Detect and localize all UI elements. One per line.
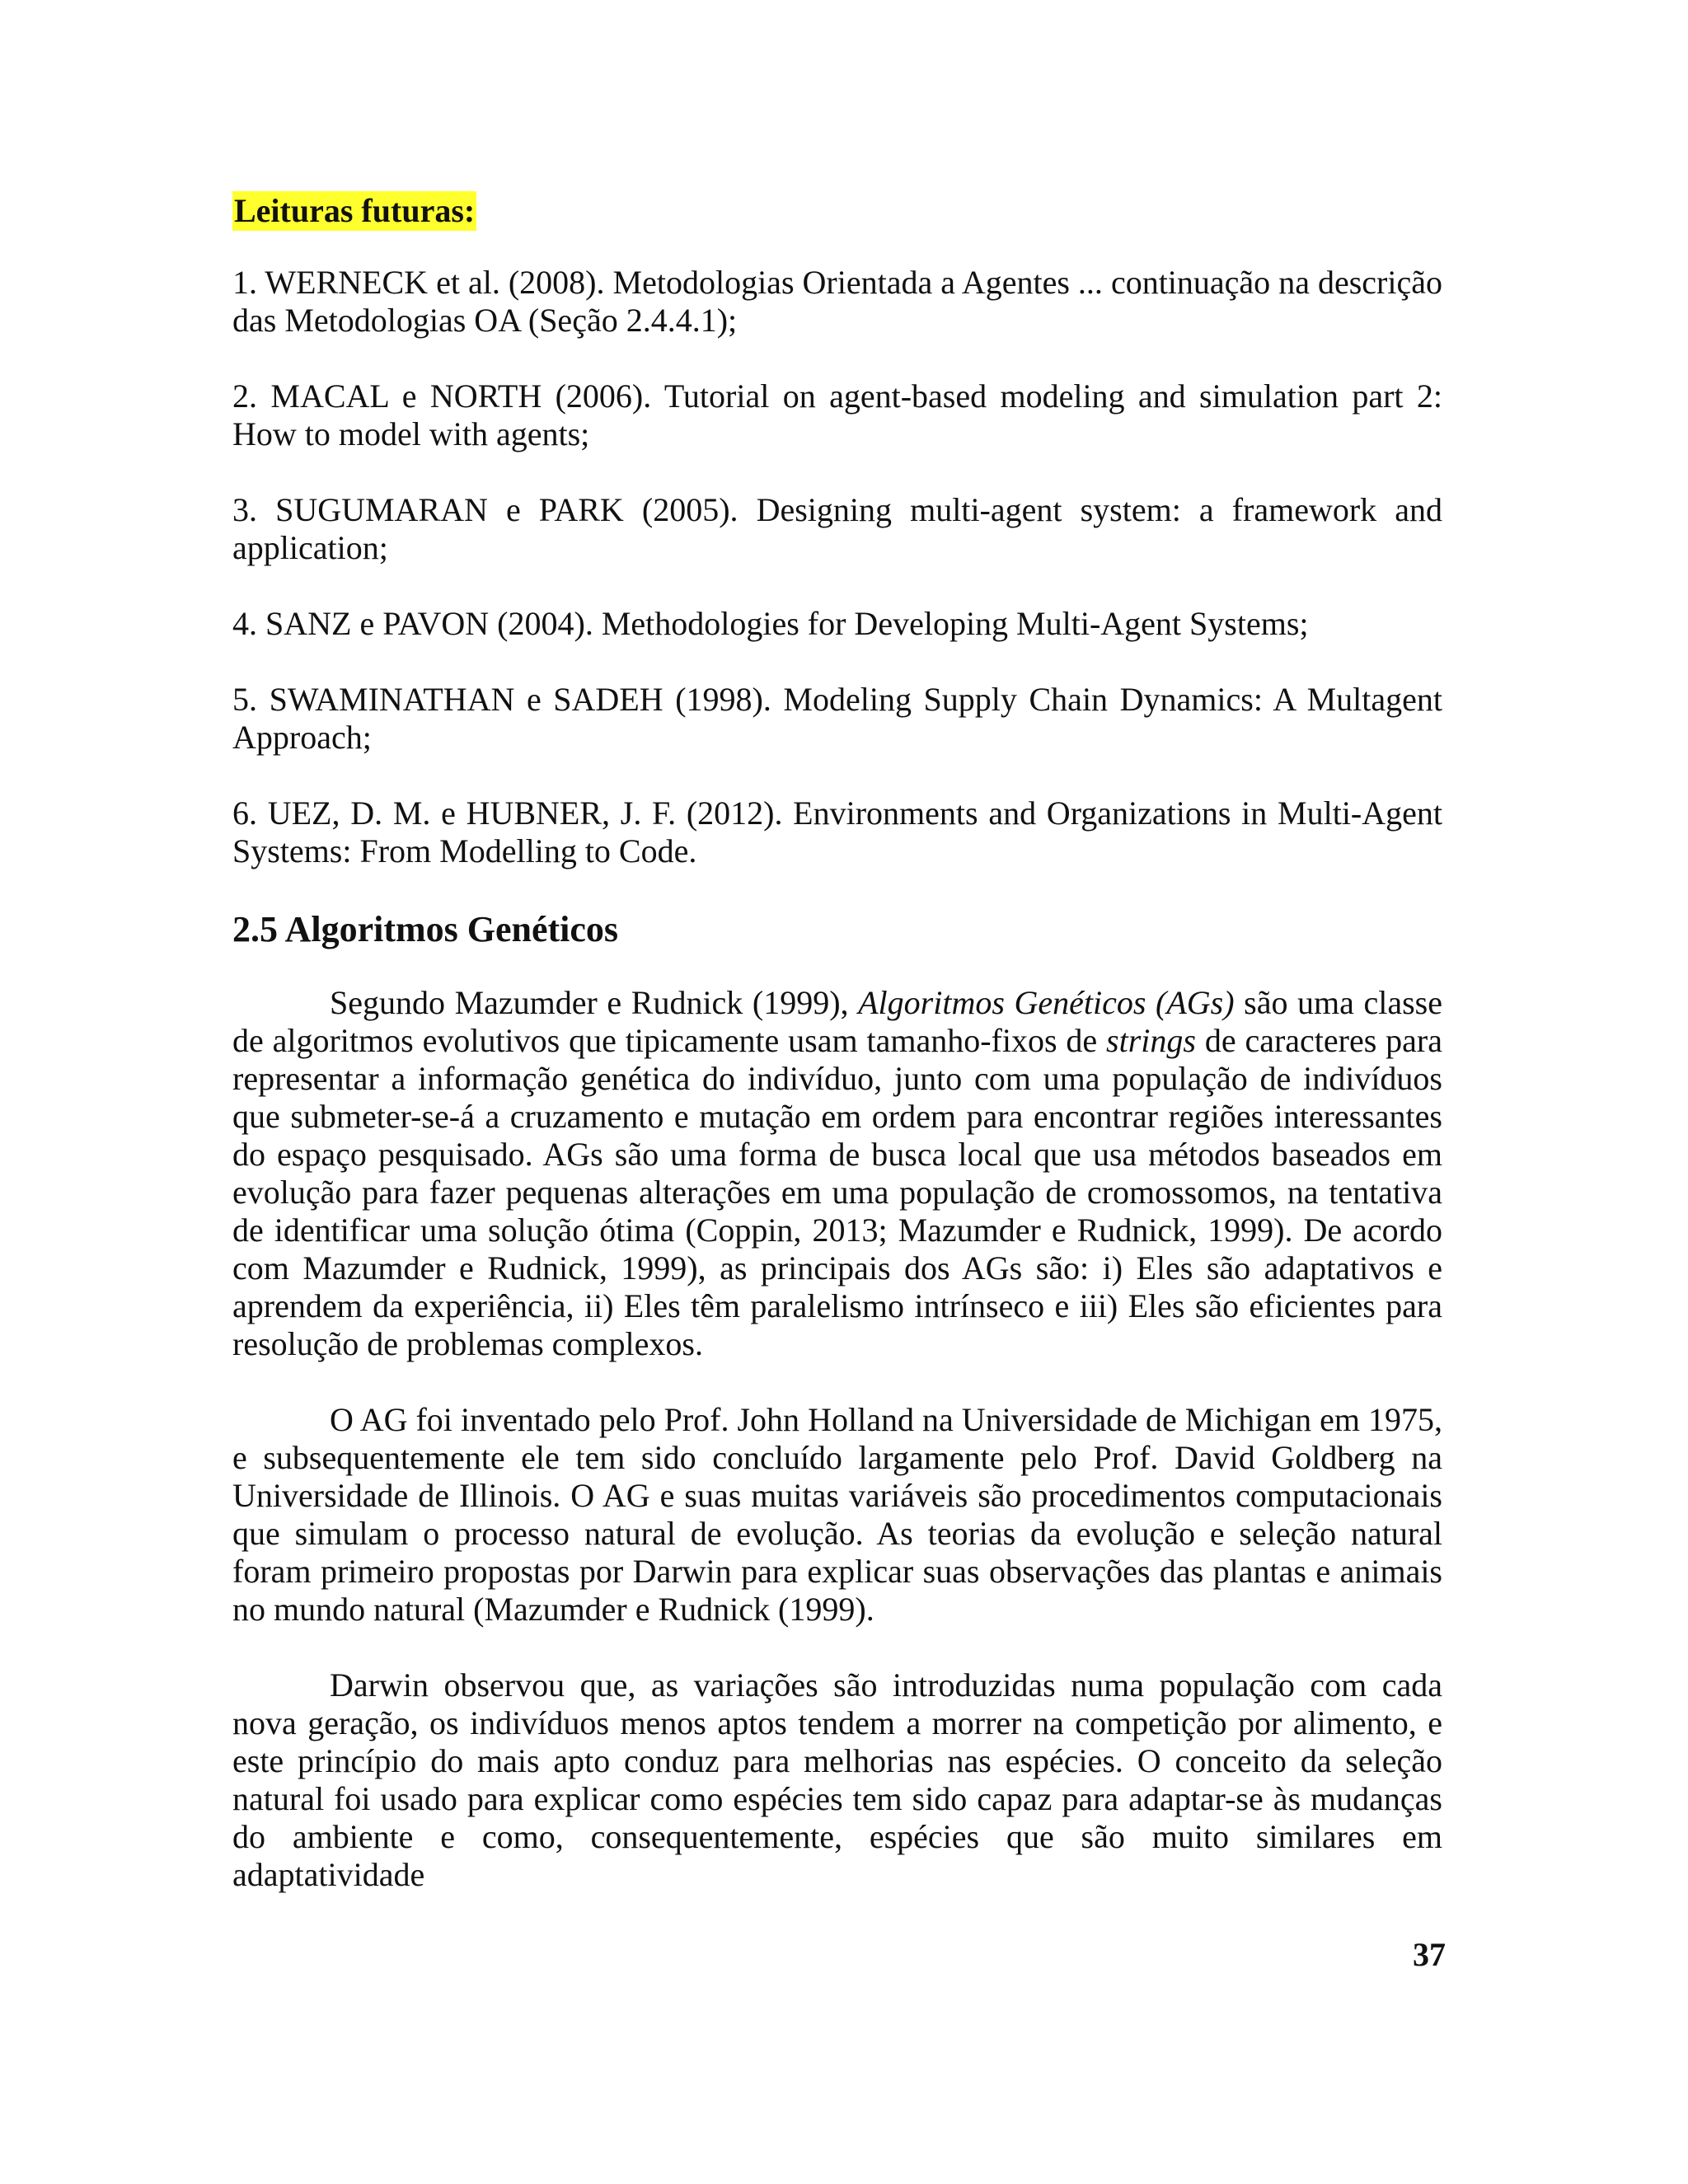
paragraph-1-italic-ags: Algoritmos Genéticos (AGs): [858, 984, 1235, 1021]
reading-item-3: 3. SUGUMARAN e PARK (2005). Designing multi-agent system: a framework and application;: [232, 491, 1442, 566]
paragraph-3: Darwin observou que, as variações são introduzidas numa população com cada nova geração, os indivíduos menos aptos tendem a morrer na competição por alimento, e este princípio do mais apto conduz para melhorias nas espécies. O conceito da seleção natural foi usado para explicar como espécies tem sido capaz para adaptar-se às mudanças do ambiente e como, consequentemente, espécies que são muito similares em adaptatividade: [232, 1666, 1442, 1893]
section-title: 2.5 Algoritmos Genéticos: [232, 909, 619, 949]
reading-item-2: 2. MACAL e NORTH (2006). Tutorial on agent-based modeling and simulation part 2: How to model with agents;: [232, 377, 1442, 452]
paragraph-1-text-c: de caracteres para representar a informação genética do indivíduo, junto com uma população de indivíduos que submeter-se-á a cruzamento e mutação em ordem para encontrar regiões interessantes do espaço pesquisado. AGs são uma forma de busca local que usa métodos baseados em evolução para fazer pequenas alterações em uma população de cromossomos, na tentativa de identificar uma solução ótima (Coppin, 2013; Mazumder e Rudnick, 1999). De acordo com Mazumder e Rudnick, 1999), as principais dos AGs são: i) Eles são adaptativos e aprendem da experiência, ii) Eles têm paralelismo intrínseco e iii) Eles são eficientes para resolução de problemas complexos.: [232, 1022, 1442, 1362]
page-content: [232, 191, 1442, 1932]
reading-item-6: 6. UEZ, D. M. e HUBNER, J. F. (2012). Environments and Organizations in Multi-Agent Systems: From Modelling to Code.: [232, 794, 1442, 869]
reading-item-4: 4. SANZ e PAVON (2004). Methodologies for Developing Multi-Agent Systems;: [232, 605, 1309, 642]
leituras-futuras-heading: Leituras futuras:: [234, 192, 476, 229]
reading-list: [232, 264, 1442, 870]
paragraph-1-text-b: são uma classe de algoritmos evolutivos que tipicamente usam tamanho-fixos de: [232, 984, 1443, 1059]
paragraph-1-italic-strings: strings: [1106, 1022, 1196, 1059]
paragraph-2: O AG foi inventado pelo Prof. John Holland na Universidade de Michigan em 1975, e subsequentemente ele tem sido concluído largamente pelo Prof. David Goldberg na Universidade de Illinois. O AG e suas muitas variáveis são procedimentos computacionais que simulam o processo natural de evolução. As teorias da evolução e seleção natural foram primeiro propostas por Darwin para explicar suas observações das plantas e animais no mundo natural (Mazumder e Rudnick (1999).: [232, 1401, 1442, 1628]
paragraph-1-text-a: Segundo Mazumder e Rudnick (1999),: [330, 984, 859, 1021]
page-number: 37: [1413, 1936, 1446, 1973]
reading-item-1: 1. WERNECK et al. (2008). Metodologias Orientada a Agentes ... continuação na descrição das Metodologias OA (Seção 2.4.4.1);: [232, 264, 1442, 339]
reading-item-5: 5. SWAMINATHAN e SADEH (1998). Modeling Supply Chain Dynamics: A Multagent Approach;: [232, 681, 1442, 756]
paragraph-1: [232, 984, 1442, 1363]
